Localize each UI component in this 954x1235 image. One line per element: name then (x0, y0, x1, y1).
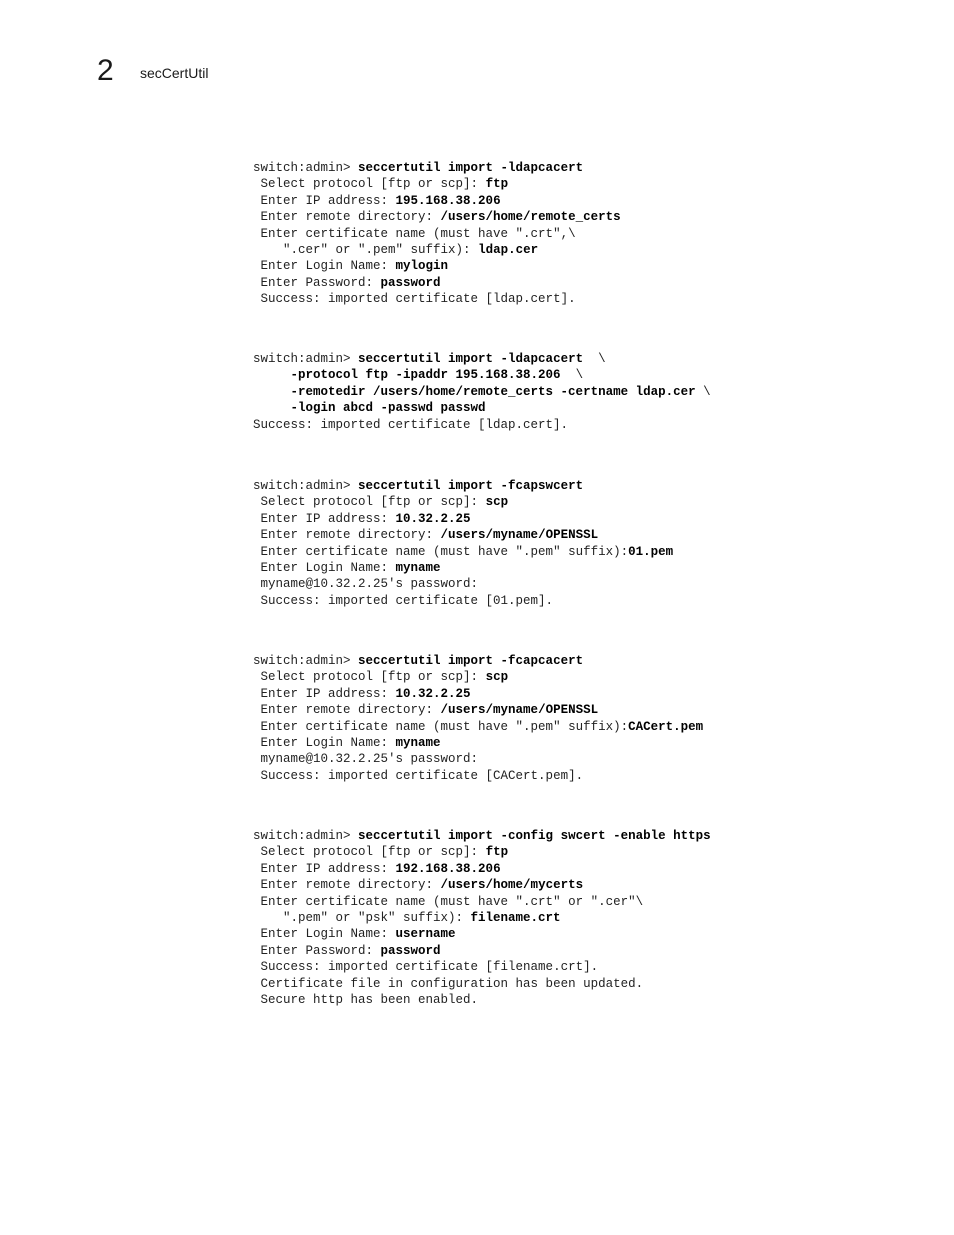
code-line (253, 576, 673, 592)
code-indent (253, 895, 261, 909)
code-line (253, 176, 621, 192)
code-input: ftp (485, 845, 509, 860)
code-line (253, 494, 673, 510)
code-input: 195.168.38.206 (395, 193, 501, 208)
code-indent (253, 561, 261, 575)
code-indent (253, 528, 261, 542)
code-indent (253, 594, 261, 608)
code-line (253, 275, 621, 291)
code-indent (253, 769, 261, 783)
code-line (253, 417, 711, 433)
code-indent (253, 977, 261, 991)
code-indent (253, 177, 261, 191)
code-input: 192.168.38.206 (395, 861, 501, 876)
code-text: Enter Password: (260, 275, 381, 290)
code-line (253, 861, 711, 877)
code-input: ftp (485, 177, 509, 192)
code-indent (253, 210, 261, 224)
code-text: Success: imported certificate [CACert.pem]. (260, 768, 584, 783)
code-example-config-swcert-https (253, 828, 711, 1008)
chapter-title: secCertUtil (140, 65, 209, 81)
code-text: Enter certificate name (must have ".crt",\ (260, 226, 576, 241)
code-continuation: \ (695, 384, 711, 399)
code-text: Enter remote directory: (260, 878, 441, 893)
code-line (253, 226, 621, 242)
code-line (253, 209, 621, 225)
code-indent (253, 736, 261, 750)
code-indent (253, 385, 291, 399)
code-indent (253, 194, 261, 208)
code-text: Enter Password: (260, 943, 381, 958)
code-indent (253, 292, 261, 306)
code-line (253, 768, 703, 784)
code-line (253, 976, 711, 992)
code-indent (253, 687, 261, 701)
code-indent (253, 670, 261, 684)
code-text: Success: imported certificate [ldap.cert]. (260, 292, 576, 307)
code-input: password (380, 943, 441, 958)
code-line (253, 193, 621, 209)
code-line (253, 992, 711, 1008)
code-input: ldap.cer (478, 242, 539, 257)
code-text: Select protocol [ftp or scp]: (260, 670, 486, 685)
code-text: myname@10.32.2.25's password: (260, 577, 479, 592)
code-line (253, 511, 673, 527)
code-input: seccertutil import -fcapswcert (358, 479, 584, 493)
code-text: Enter certificate name (must have ".pem" suffix): (260, 544, 629, 559)
code-input: -remotedir /users/home/remote_certs -certname ldap.cer (290, 384, 696, 399)
code-text: Enter remote directory: (260, 703, 441, 718)
code-line (253, 828, 711, 844)
code-input: 10.32.2.25 (395, 511, 471, 526)
code-text: Enter Login Name: (260, 735, 396, 750)
code-indent (253, 577, 261, 591)
code-text: myname@10.32.2.25's password: (260, 752, 479, 767)
code-input: seccertutil import -ldapcacert (358, 352, 584, 366)
code-text: Enter IP address: (260, 511, 396, 526)
code-line (253, 400, 711, 416)
code-input: scp (485, 495, 509, 510)
chapter-number: 2 (97, 54, 114, 87)
code-text: Enter Login Name: (260, 560, 396, 575)
code-text: Enter Login Name: (260, 927, 396, 942)
code-line (253, 894, 711, 910)
code-indent (253, 259, 261, 273)
code-input: username (395, 927, 456, 942)
code-text: ".cer" or ".pem" suffix): (283, 242, 479, 257)
code-line (253, 478, 673, 494)
code-indent (253, 227, 261, 241)
code-input: seccertutil import -fcapcacert (358, 654, 584, 668)
code-line (253, 702, 703, 718)
code-line (253, 719, 703, 735)
code-text: Enter remote directory: (260, 528, 441, 543)
code-line (253, 544, 673, 560)
code-indent (253, 862, 261, 876)
code-example-ldapcacert-noninteractive (253, 351, 711, 433)
code-indent (253, 960, 261, 974)
code-indent (253, 495, 261, 509)
code-text: Secure http has been enabled. (260, 992, 479, 1007)
code-text: switch:admin> (253, 654, 359, 668)
code-text: Enter IP address: (260, 686, 396, 701)
code-line (253, 877, 711, 893)
code-indent (253, 927, 261, 941)
code-continuation: \ (560, 368, 584, 383)
code-text: Enter IP address: (260, 193, 396, 208)
code-text: Enter certificate name (must have ".pem" suffix): (260, 719, 629, 734)
code-text: Success: imported certificate [filename.crt]. (260, 960, 599, 975)
code-text: Enter remote directory: (260, 210, 441, 225)
code-line (253, 910, 711, 926)
code-text: Select protocol [ftp or scp]: (260, 845, 486, 860)
code-input: filename.crt (470, 910, 561, 925)
code-example-fcapcacert (253, 653, 703, 784)
code-input: 10.32.2.25 (395, 686, 471, 701)
code-line (253, 242, 621, 258)
code-line (253, 384, 711, 400)
code-line (253, 593, 673, 609)
code-text: Select protocol [ftp or scp]: (260, 177, 486, 192)
code-line (253, 751, 703, 767)
code-text: Enter IP address: (260, 861, 396, 876)
code-line (253, 844, 711, 860)
code-indent (253, 545, 261, 559)
code-input: /users/myname/OPENSSL (440, 703, 599, 718)
code-line (253, 653, 703, 669)
code-line (253, 160, 621, 176)
code-input: /users/myname/OPENSSL (440, 528, 599, 543)
code-line (253, 560, 673, 576)
code-line (253, 735, 703, 751)
code-text: Select protocol [ftp or scp]: (260, 495, 486, 510)
code-example-ldapcacert-interactive (253, 160, 621, 308)
code-input: /users/home/remote_certs (440, 210, 621, 225)
code-continuation: \ (583, 352, 606, 366)
code-indent (253, 720, 261, 734)
code-line (253, 686, 703, 702)
code-input: /users/home/mycerts (440, 878, 584, 893)
code-indent (253, 878, 261, 892)
code-input: CACert.pem (628, 719, 704, 734)
code-input: password (380, 275, 441, 290)
code-line (253, 258, 621, 274)
code-text: switch:admin> (253, 352, 359, 366)
code-input: myname (395, 560, 441, 575)
code-indent (253, 276, 261, 290)
code-input: -login abcd -passwd passwd (290, 401, 486, 416)
code-indent (253, 911, 283, 925)
code-text: Enter Login Name: (260, 259, 396, 274)
code-input: seccertutil import -ldapcacert (358, 161, 584, 175)
code-indent (253, 368, 291, 382)
code-indent (253, 944, 261, 958)
code-text: Enter certificate name (must have ".crt" or ".cer"\ (260, 894, 644, 909)
code-line (253, 926, 711, 942)
code-input: scp (485, 670, 509, 685)
code-indent (253, 512, 261, 526)
code-text: Success: imported certificate [01.pem]. (260, 593, 554, 608)
code-indent (253, 993, 261, 1007)
code-line (253, 943, 711, 959)
code-line (253, 527, 673, 543)
code-line (253, 351, 711, 367)
code-indent (253, 845, 261, 859)
code-input: -protocol ftp -ipaddr 195.168.38.206 (290, 368, 561, 383)
code-text: switch:admin> (253, 161, 359, 175)
code-indent (253, 243, 283, 257)
code-text: ".pem" or "psk" suffix): (283, 910, 471, 925)
code-input: 01.pem (628, 544, 674, 559)
code-line (253, 367, 711, 383)
code-example-fcapswcert (253, 478, 673, 609)
code-line (253, 669, 703, 685)
code-input: mylogin (395, 259, 449, 274)
code-text: Success: imported certificate [ldap.cert]. (253, 417, 569, 432)
code-line (253, 291, 621, 307)
code-line (253, 959, 711, 975)
code-text: switch:admin> (253, 829, 359, 843)
code-input: myname (395, 735, 441, 750)
code-text: Certificate file in configuration has been updated. (260, 976, 644, 991)
code-indent (253, 703, 261, 717)
code-input: seccertutil import -config swcert -enable https (358, 829, 711, 843)
code-indent (253, 401, 291, 415)
code-text: switch:admin> (253, 479, 359, 493)
code-indent (253, 752, 261, 766)
